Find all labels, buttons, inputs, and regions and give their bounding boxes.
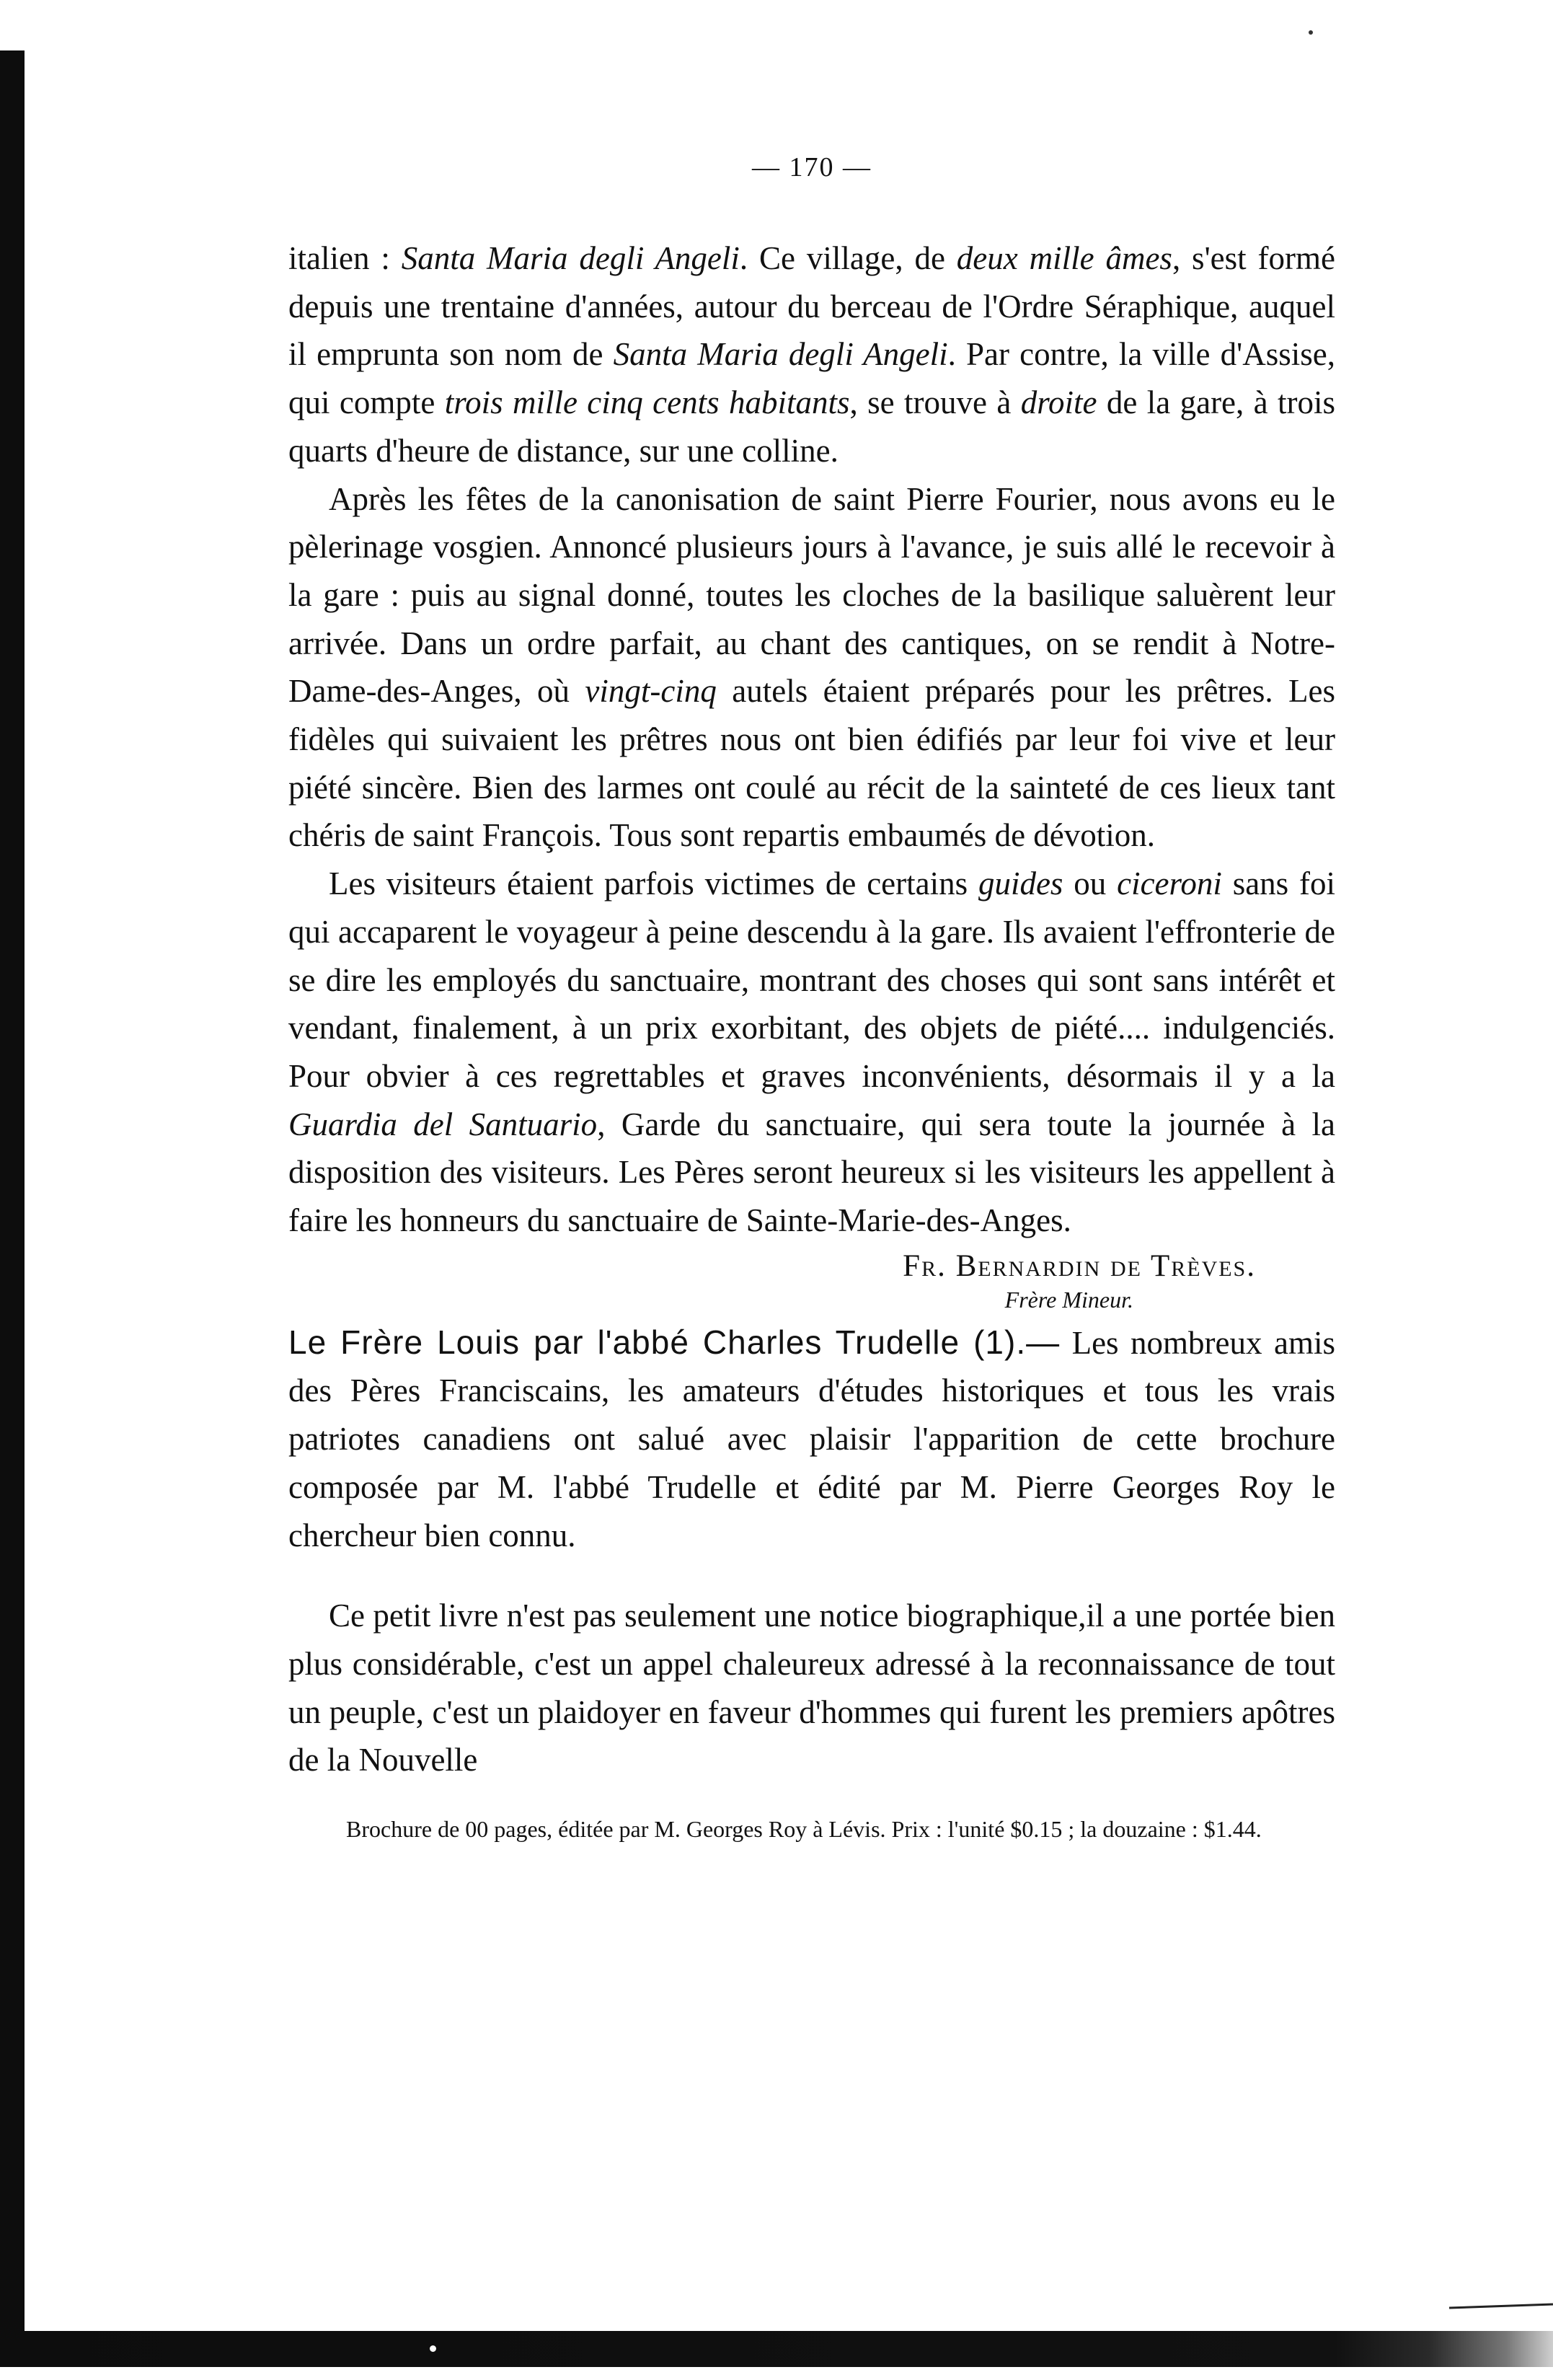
review-body: Les nombreux amis des Pères Franciscains, les amateurs d'études historiques et tous les vrais patriotes canadiens ont salué avec plaisir l'apparition de cette brochure composée par M. l'abbé Trudelle et édité par M. Pierre Georges Roy le chercheur bien connu. [288, 1324, 1335, 1553]
text-run: , s'est formé depuis une trentaine d'années, autour du berceau de l'Ordre Séraphique, auquel il emprunta son nom de [288, 240, 1335, 373]
italic-run: vingt-cinq [585, 673, 717, 710]
italic-run: guides [978, 865, 1063, 902]
italic-run: Guardia del Santuario [288, 1106, 598, 1142]
text-run: , se trouve à [849, 384, 1021, 421]
paragraph-book-review [288, 1318, 1335, 1560]
text-run: Après les fêtes de la canonisation de saint Pierre Fourier, nous avons eu le pèlerinage vosgien. Annoncé plusieurs jours à l'avance, je suis allé le recevoir à la gare : puis au signal donné, toutes les cloches de la basilique saluèrent leur arrivée. Dans un ordre parfait, au chant des cantiques, on se rendit à Notre-Dame-des-Anges, où [288, 480, 1335, 710]
paragraph-vosges-pilgrimage [288, 475, 1335, 860]
signature-name: Fr. Bernardin de Trèves. [903, 1248, 1256, 1283]
text-run: de la gare, à trois quarts d'heure de distance, sur une colline. [288, 384, 1335, 469]
scan-bottom-speck [430, 2345, 436, 2352]
italic-run: trois mille cinq cents habitants [444, 384, 850, 421]
text-run: . Par contre, la ville d'Assise, qui compte [288, 336, 1335, 421]
text-run: ou [1063, 865, 1118, 902]
review-heading: Le Frère Louis par l'abbé Charles Trudelle (1).— [288, 1323, 1061, 1361]
italic-run: deux mille âmes [956, 240, 1172, 276]
text-run: sans foi qui accaparent le voyageur à peine descendu à la gare. Ils avaient l'effronterie de se dire les employés du sanctuaire, montrant des choses qui sont sans intérêt et vendant, finalement, à un prix exorbitant, des objets de piété.... indulgenciés. Pour obvier à ces regrettables et graves inconvénients, désormais il y a la [288, 865, 1335, 1094]
text-run: , Garde du sanctuaire, qui sera toute la journée à la disposition des visiteurs. Les Pères seront heureux si les visiteurs les appellent à faire les honneurs du sanctuaire de Sainte-Marie-des-Anges. [288, 1106, 1336, 1239]
paragraph-book-scope: Ce petit livre n'est pas seulement une notice biographique,il a une portée bien plus considérable, c'est un appel chaleureux adressé à la reconnaissance de tout un peuple, c'est un plaidoyer en faveur d'hommes qui furent les premiers apôtres de la Nouvelle [288, 1597, 1335, 1779]
paragraph-assisi-village [288, 234, 1335, 475]
scan-bottom-border [0, 2331, 1553, 2367]
text-run: . Ce village, de [739, 240, 957, 276]
text-run: autels étaient préparés pour les prêtres. Les fidèles qui suivaient les prêtres nous ont bien édifiés par leur foi vive et leur piété sincère. Bien des larmes ont coulé au récit de la sainteté de ces lieux tant chéris de saint François. Tous sont repartis embaumés de dévotion. [288, 673, 1336, 854]
italic-run: ciceroni [1117, 865, 1222, 902]
scan-speck [1309, 30, 1313, 35]
page-number: — 170 — [752, 152, 872, 182]
italic-run: Santa Maria degli Angeli [401, 240, 740, 276]
scan-left-border [0, 50, 25, 2337]
paragraph-visitors-guides [288, 860, 1335, 1245]
signature-title: Frère Mineur. [1004, 1286, 1133, 1313]
text-run: italien : [288, 240, 402, 276]
text-run: Les visiteurs étaient parfois victimes de certains [329, 865, 978, 902]
page-content [288, 151, 1335, 1868]
italic-run: Santa Maria degli Angeli [613, 336, 948, 373]
footnote: Brochure de 00 pages, éditée par M. Georges Roy à Lévis. Prix : l'unité $0.15 ; la douzaine : $1.44. [346, 1816, 1262, 1843]
italic-run: droite [1020, 384, 1097, 421]
scan-edge-mark [1449, 2303, 1553, 2309]
